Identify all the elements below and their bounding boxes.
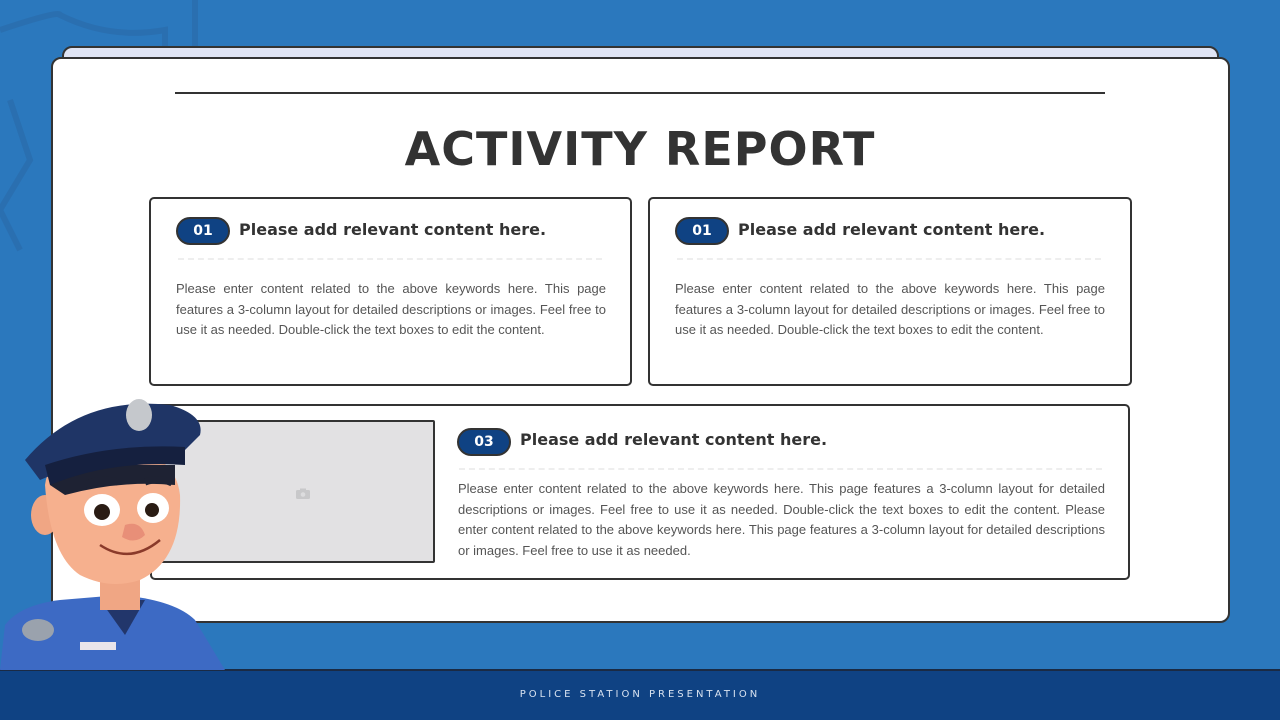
divider bbox=[677, 258, 1101, 260]
page-title: ACTIVITY REPORT bbox=[404, 122, 876, 176]
section-body: Please enter content related to the above keywords here. This page features a 3-column layout for detailed descriptions or images. Feel free to use it as needed. Double-click the text boxes to edit the content. Please enter content related to the above keywords here. This page features a 3-column layout for detailed descriptions or images. Feel free to use it as needed. bbox=[458, 481, 1105, 558]
section-number-badge: 01 bbox=[675, 217, 729, 245]
footer-bar bbox=[0, 669, 1280, 720]
footer-text: POLICE STATION PRESENTATION bbox=[519, 689, 761, 700]
camera-icon bbox=[295, 488, 311, 500]
title-rule bbox=[175, 92, 1105, 94]
divider bbox=[178, 258, 602, 260]
section-number-badge: 01 bbox=[176, 217, 230, 245]
divider bbox=[459, 468, 1102, 470]
section-heading: Please add relevant content here. bbox=[520, 430, 828, 449]
section-body: Please enter content related to the above keywords here. This page features a 3-column layout for detailed descriptions or images. Feel free to use it as needed. Double-click the text boxes to edit the content. bbox=[176, 281, 606, 338]
section-heading: Please add relevant content here. bbox=[239, 220, 547, 239]
section-number-badge: 03 bbox=[457, 428, 511, 456]
section-heading: Please add relevant content here. bbox=[738, 220, 1046, 239]
police-officer-illustration bbox=[0, 385, 230, 670]
section-body: Please enter content related to the above keywords here. This page features a 3-column layout for detailed descriptions or images. Feel free to use it as needed. Double-click the text boxes to edit the content. bbox=[675, 281, 1105, 338]
